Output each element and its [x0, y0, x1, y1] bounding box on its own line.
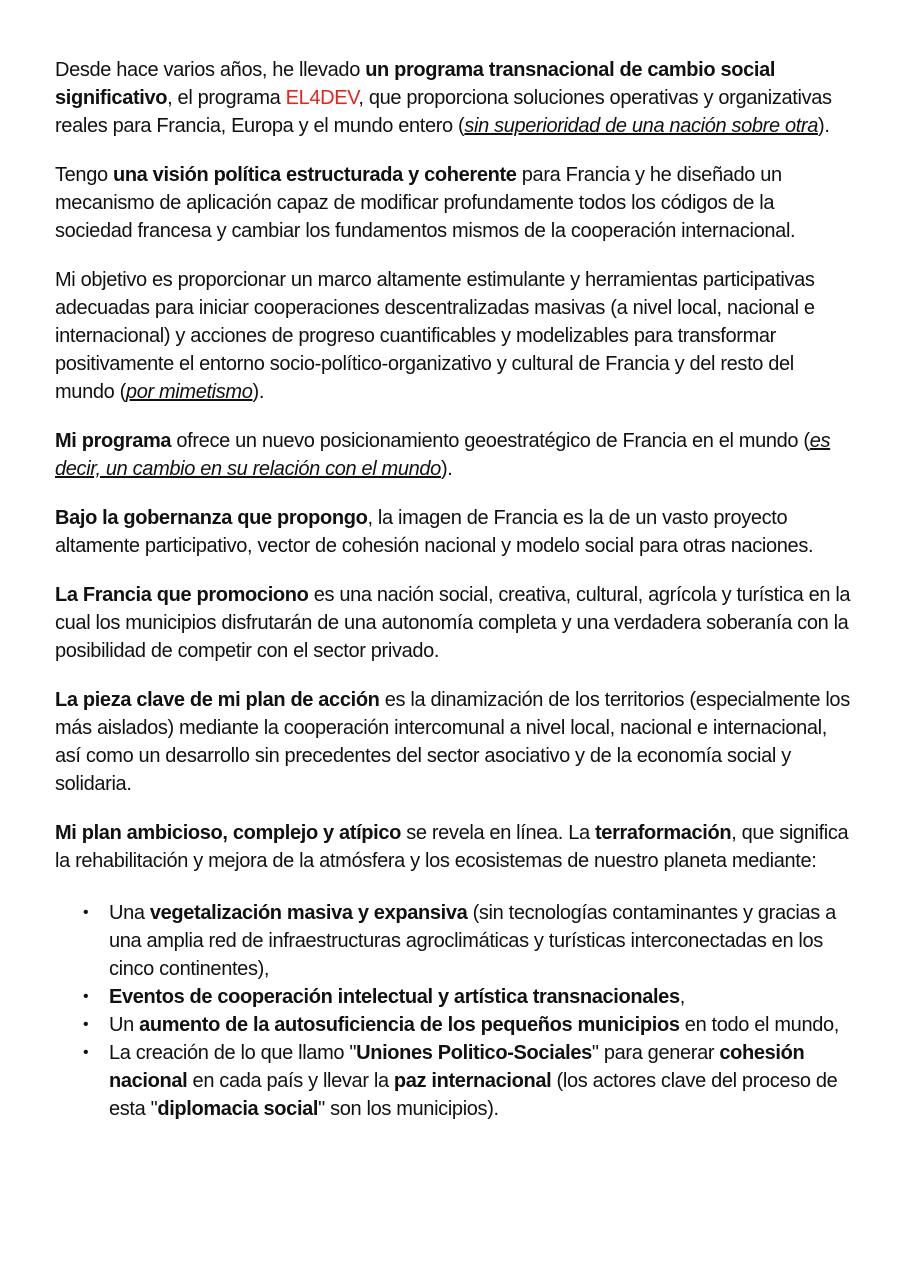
- paragraph-intro: Desde hace varios años, he llevado un programa transnacional de cambio social significativo, el programa EL4DEV, que proporciona soluciones operativas y organizativas reales para Francia, Europa y el mundo entero (sin superioridad de una nación sobre otra).: [55, 59, 832, 137]
- paragraph-program: Mi programa ofrece un nuevo posicionamiento geoestratégico de Francia en el mundo (es decir, un cambio en su relación con el mundo).: [55, 430, 831, 480]
- list-item: • La creación de lo que llamo "Uniones Politico-Sociales" para generar cohesión nacional en cada país y llevar la paz internacional (los actores clave del proceso de esta "diplomacia social" son los municipios).: [109, 1039, 853, 1123]
- paragraph-france: La Francia que promociono es una nación social, creativa, cultural, agrícola y turística en la cual los municipios disfrutarán de una autonomía completa y una verdadera soberanía con la posibilidad de competir con el sector privado.: [55, 584, 851, 662]
- paragraph-governance: Bajo la gobernanza que propongo, la imagen de Francia es la de un vasto proyecto altamente participativo, vector de cohesión nacional y modelo social para otras naciones.: [55, 507, 814, 557]
- terraforming-list: [55, 899, 853, 1123]
- list-item: • Un aumento de la autosuficiencia de los pequeños municipios en todo el mundo,: [109, 1011, 853, 1039]
- list-item: • Una vegetalización masiva y expansiva (sin tecnologías contaminantes y gracias a una amplia red de infraestructuras agroclimáticas y turísticas interconectadas en los cinco continentes),: [109, 899, 853, 983]
- program-name: EL4DEV: [285, 87, 359, 109]
- paragraph-objective: Mi objetivo es proporcionar un marco altamente estimulante y herramientas participativas adecuadas para iniciar cooperaciones descentralizadas masivas (a nivel local, nacional e internacional) y acciones de progreso cuantificables y modelizables para transformar positivamente el entorno socio-político-organizativo y cultural de Francia y del resto del mundo (por mimetismo).: [55, 269, 815, 403]
- paragraph-action-plan: La pieza clave de mi plan de acción es la dinamización de los territorios (especialmente los más aislados) mediante la cooperación intercomunal a nivel local, nacional e internacional, así como un desarrollo sin precedentes del sector asociativo y de la economía social y solidaria.: [55, 689, 850, 795]
- paragraph-vision: Tengo una visión política estructurada y coherente para Francia y he diseñado un mecanismo de aplicación capaz de modificar profundamente todos los códigos de la sociedad francesa y cambiar los fundamentos mismos de la cooperación internacional.: [55, 164, 796, 242]
- paragraph-terraforming: Mi plan ambicioso, complejo y atípico se revela en línea. La terraformación, que significa la rehabilitación y mejora de la atmósfera y los ecosistemas de nuestro planeta mediante:: [55, 822, 849, 872]
- list-item: • Eventos de cooperación intelectual y artística transnacionales,: [109, 983, 853, 1011]
